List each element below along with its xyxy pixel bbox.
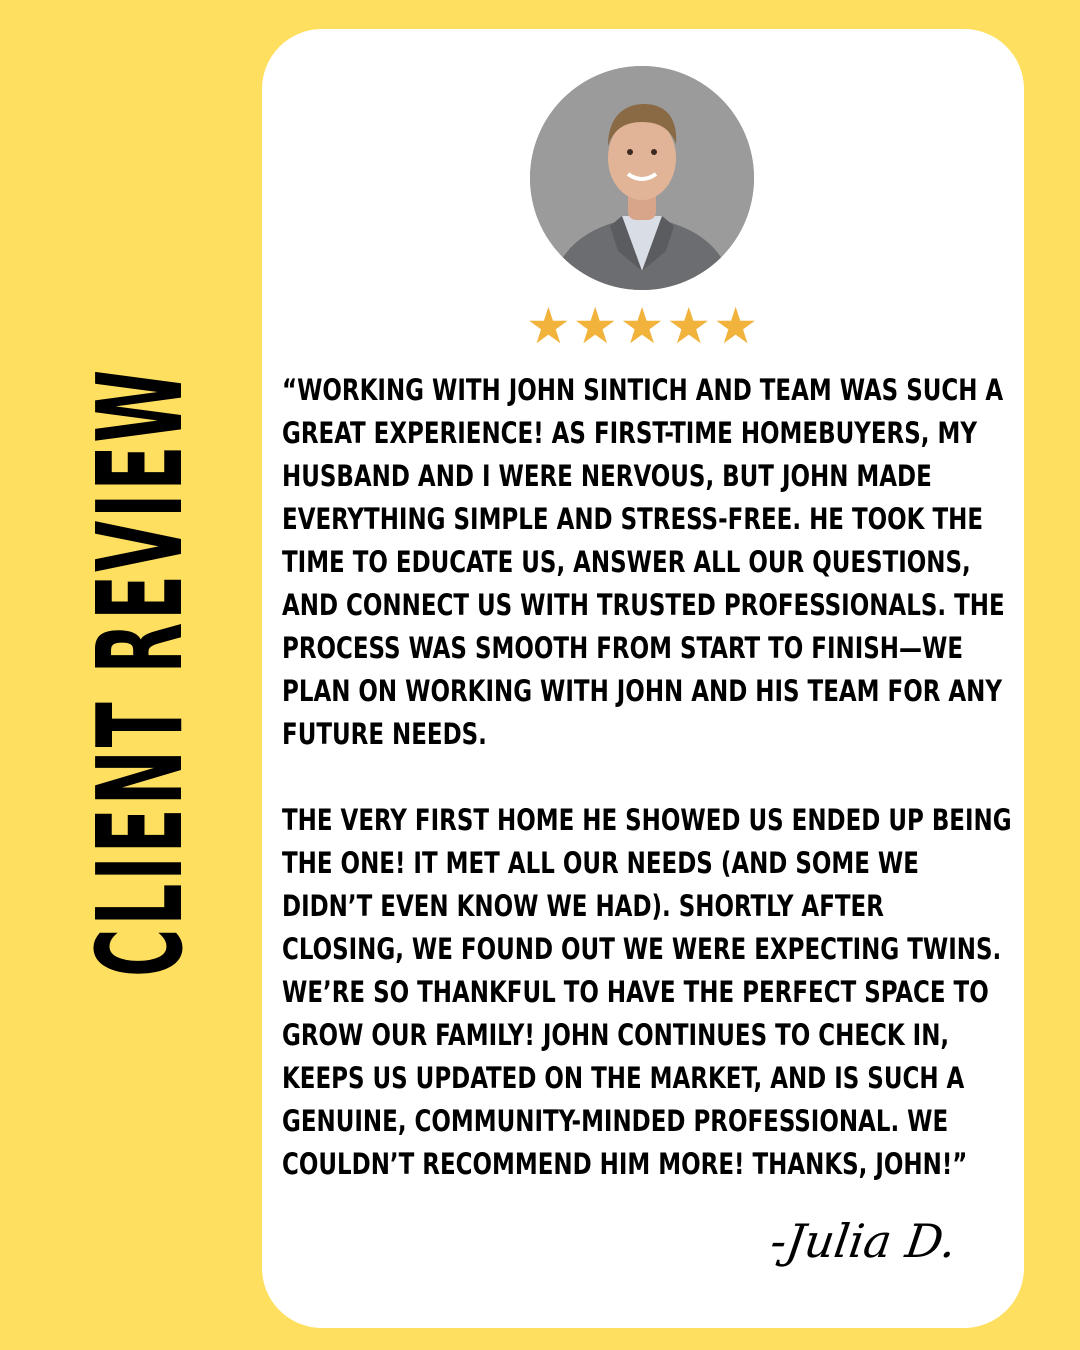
review-paragraph-1: “WORKING WITH JOHN SINTICH AND TEAM WAS SUCH A GREAT EXPERIENCE! AS FIRST-TIME HOMEBUYERS, MY HUSBAND AND I WERE NERVOUS, BUT JOHN MADE EVERYTHING SIMPLE AND STRESS-FREE. HE TOOK THE TIME TO EDUCATE US, ANSWER ALL OUR QUESTIONS, AND CONNECT US WITH TRUSTED PROFESSIONALS. THE PROCESS WAS SMOOTH FROM START TO FINISH—WE PLAN ON WORKING WITH JOHN AND HIS TEAM FOR ANY FUTURE NEEDS.	[282, 373, 1005, 751]
review-card	[262, 29, 1024, 1328]
client-review-heading-text: CLIENT REVIEW	[71, 367, 209, 977]
review-paragraph-2: THE VERY FIRST HOME HE SHOWED US ENDED UP BEING THE ONE! IT MET ALL OUR NEEDS (AND SOME WE DIDN’T EVEN KNOW WE HAD). SHORTLY AFTER CLOSING, WE FOUND OUT WE WERE EXPECTING TWINS. WE’RE SO THANKFUL TO HAVE THE PERFECT SPACE TO GROW OUR FAMILY! JOHN CONTINUES TO CHECK IN, KEEPS US UPDATED ON THE MARKET, AND IS SUCH A GENUINE, COMMUNITY-MINDED PROFESSIONAL. WE COULDN’T RECOMMEND HIM MORE! THANKS, JOHN!”	[282, 803, 1012, 1181]
reviewer-signature: -Julia D.	[767, 1214, 960, 1268]
avatar	[530, 66, 754, 290]
person-photo-icon	[530, 66, 754, 290]
review-text	[282, 369, 1012, 1186]
five-star-rating: ★★★★★	[525, 297, 761, 355]
client-review-heading	[71, 127, 209, 1216]
